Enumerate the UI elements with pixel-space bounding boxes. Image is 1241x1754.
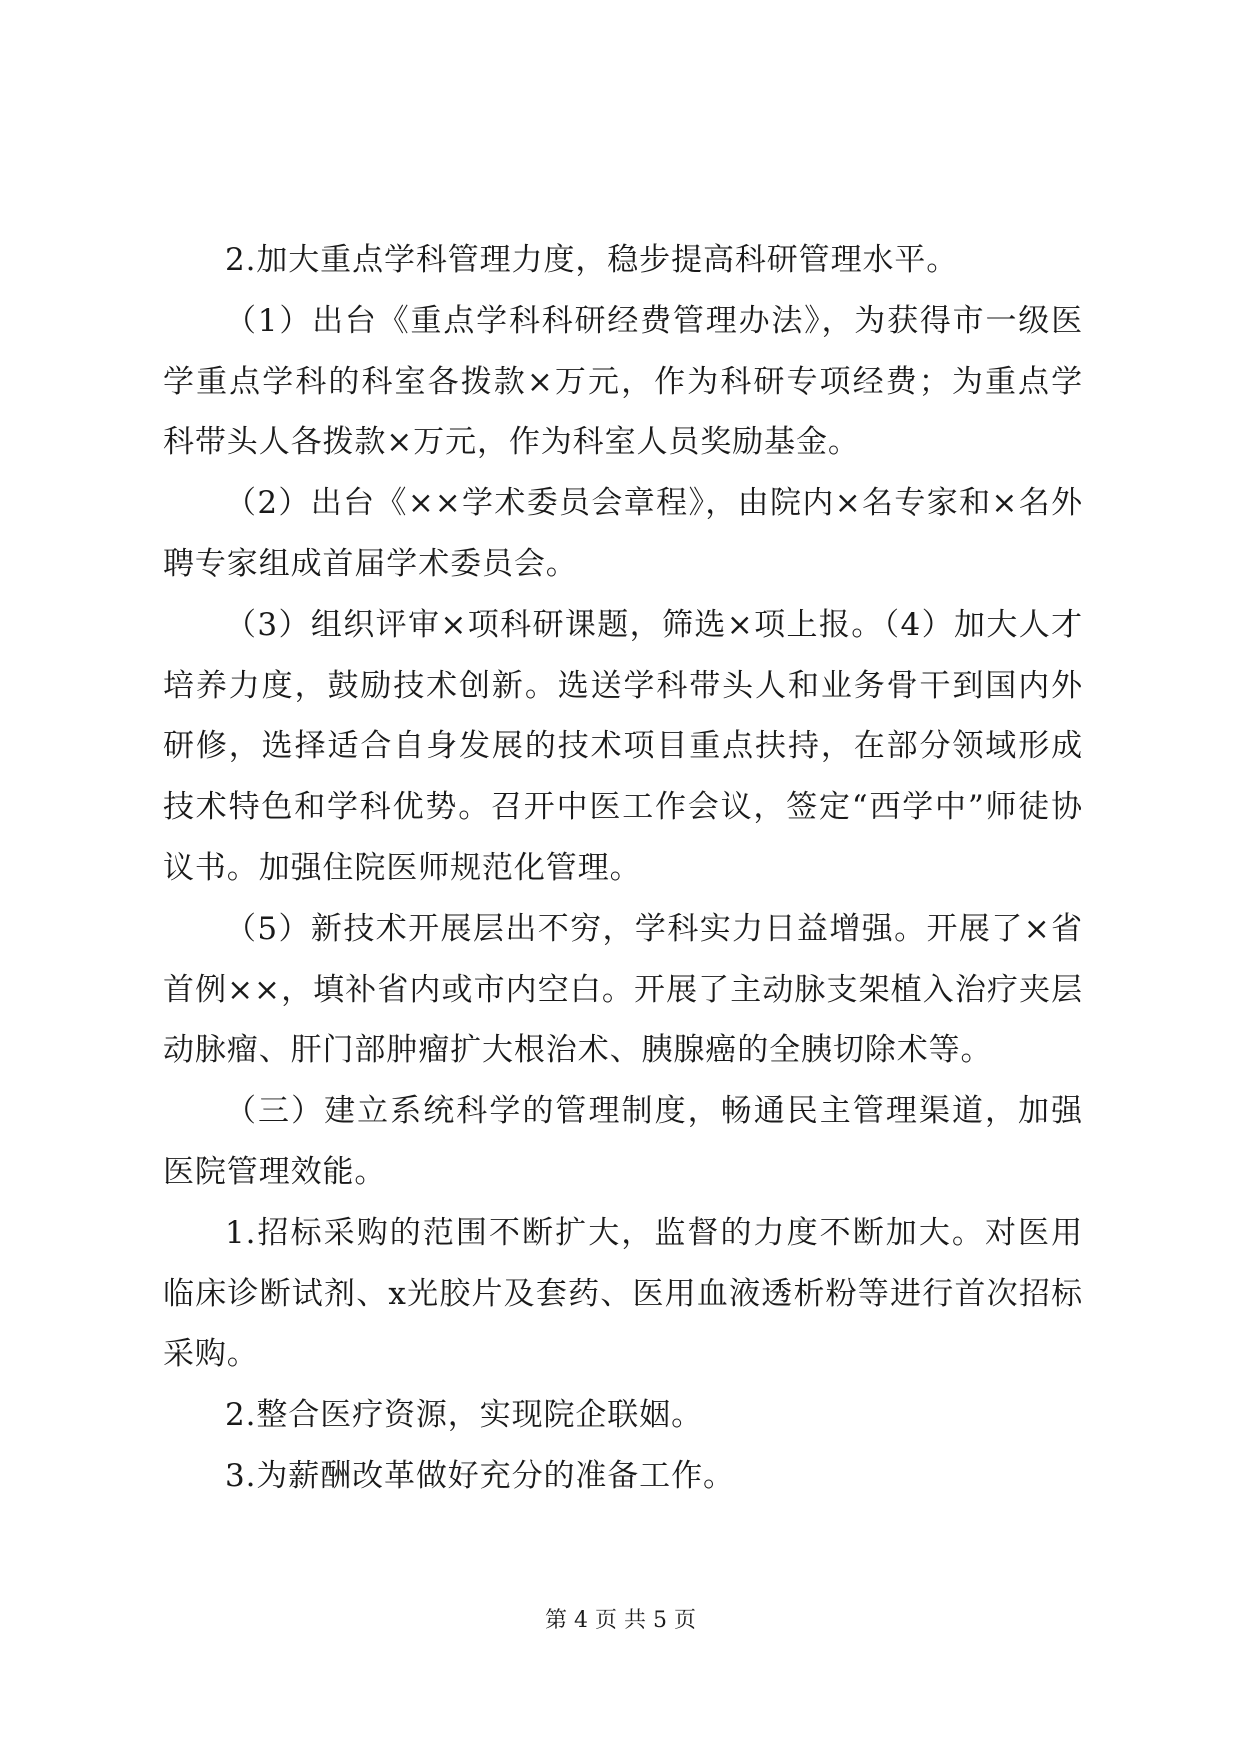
paragraph-section-2-heading: 2.加大重点学科管理力度，稳步提高科研管理水平。 [225,242,959,278]
paragraph-section-3-heading: （三）建立系统科学的管理制度，畅通民主管理渠道，加强医院管理效能。 [163,1093,1083,1190]
paragraph-point-1: 1.招标采购的范围不断扩大，监督的力度不断加大。对医用临床诊断试剂、x光胶片及套药、医用血液透析粉等进行首次招标采购。 [163,1214,1083,1373]
paragraph-point-3: 3.为薪酬改革做好充分的准备工作。 [225,1457,735,1494]
page-number-label: 第 4 页 共 5 页 [545,1608,696,1633]
document-body [163,230,1083,1507]
paragraph-item-2: （2）出台《××学术委员会章程》，由院内×名专家和×名外聘专家组成首届学术委员会。 [163,485,1083,582]
paragraph-item-1: （1）出台《重点学科科研经费管理办法》，为获得市一级医学重点学科的科室各拨款×万元，作为科研专项经费；为重点学科带头人各拨款×万元，作为科室人员奖励基金。 [163,302,1083,461]
paragraph-item-5: （5）新技术开展层出不穷，学科实力日益增强。开展了×省首例××，填补省内或市内空白。开展了主动脉支架植入治疗夹层动脉瘤、肝门部肿瘤扩大根治术、胰腺癌的全胰切除术等。 [163,910,1083,1069]
paragraph-point-2: 2.整合医疗资源，实现院企联姻。 [225,1397,703,1434]
page-footer [0,1606,1241,1636]
paragraph-item-3-4: （3）组织评审×项科研课题，筛选×项上报。（4）加大人才培养力度，鼓励技术创新。选送学科带头人和业务骨干到国内外研修，选择适合自身发展的技术项目重点扶持，在部分领域形成技术特色和学科优势。召开中医工作会议，签定“西学中”师徒协议书。加强住院医师规范化管理。 [163,606,1083,886]
